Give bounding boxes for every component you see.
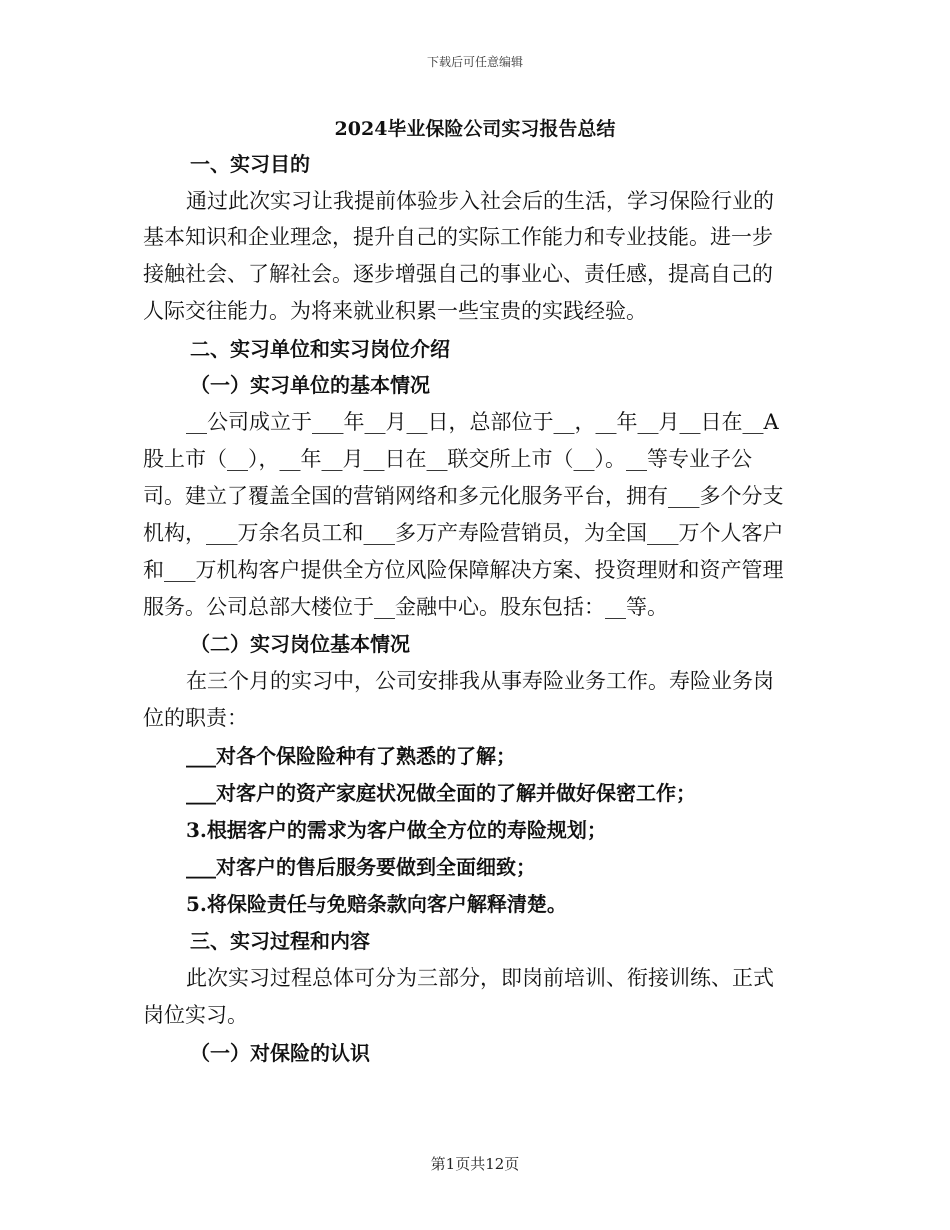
duty-item: ___对各个保险险种有了熟悉的了解； bbox=[186, 744, 516, 768]
duty-item: 5.将保险责任与免赔条款向客户解释清楚。 bbox=[186, 892, 567, 916]
paragraph-line: __公司成立于___年__月__日，总部位于__，__年__月__日在__A bbox=[186, 410, 779, 434]
subsection-heading-insurance-understanding: （一）对保险的认识 bbox=[190, 1041, 370, 1065]
paragraph-line: 位的职责： bbox=[143, 706, 248, 730]
duty-item: 3.根据客户的需求为客户做全方位的寿险规划； bbox=[186, 818, 607, 842]
paragraph-line: 人际交往能力。为将来就业积累一些宝贵的实践经验。 bbox=[143, 299, 647, 323]
section-heading-unit: 二、实习单位和实习岗位介绍 bbox=[190, 337, 450, 361]
duty-item: ___对客户的售后服务要做到全面细致； bbox=[186, 855, 536, 879]
paragraph-line: 此次实习过程总体可分为三部分，即岗前培训、衔接训练、正式 bbox=[186, 966, 774, 990]
paragraph-line: 司。建立了覆盖全国的营销网络和多元化服务平台，拥有___多个分支 bbox=[143, 484, 784, 508]
page-footer: 第1页共12页 bbox=[430, 1155, 520, 1173]
subsection-heading-unit-basics: （一）实习单位的基本情况 bbox=[190, 373, 430, 397]
section-heading-purpose: 一、实习目的 bbox=[190, 152, 310, 176]
duty-item: ___对客户的资产家庭状况做全面的了解并做好保密工作； bbox=[186, 781, 696, 805]
paragraph-line: 基本知识和企业理念，提升自己的实际工作能力和专业技能。进一步 bbox=[143, 225, 773, 249]
subsection-heading-position: （二）实习岗位基本情况 bbox=[190, 632, 410, 656]
header-note: 下载后可任意编辑 bbox=[426, 55, 523, 69]
paragraph-line: 机构，___万余名员工和___多万产寿险营销员，为全国___万个人客户 bbox=[143, 521, 784, 545]
document-title: 2024毕业保险公司实习报告总结 bbox=[334, 118, 616, 140]
section-heading-process: 三、实习过程和内容 bbox=[190, 929, 370, 953]
paragraph-line: 和___万机构客户提供全方位风险保障解决方案、投资理财和资产管理 bbox=[143, 558, 784, 582]
paragraph-line: 股上市（__），__年__月__日在__联交所上市（__）。__等专业子公 bbox=[143, 447, 752, 471]
paragraph-line: 接触社会、了解社会。逐步增强自己的事业心、责任感，提高自己的 bbox=[143, 262, 773, 286]
paragraph-line: 服务。公司总部大楼位于__金融中心。股东包括：__等。 bbox=[143, 595, 668, 619]
paragraph-line: 在三个月的实习中，公司安排我从事寿险业务工作。寿险业务岗 bbox=[186, 669, 774, 693]
paragraph-line: 通过此次实习让我提前体验步入社会后的生活，学习保险行业的 bbox=[186, 189, 774, 213]
paragraph-line: 岗位实习。 bbox=[143, 1003, 248, 1027]
